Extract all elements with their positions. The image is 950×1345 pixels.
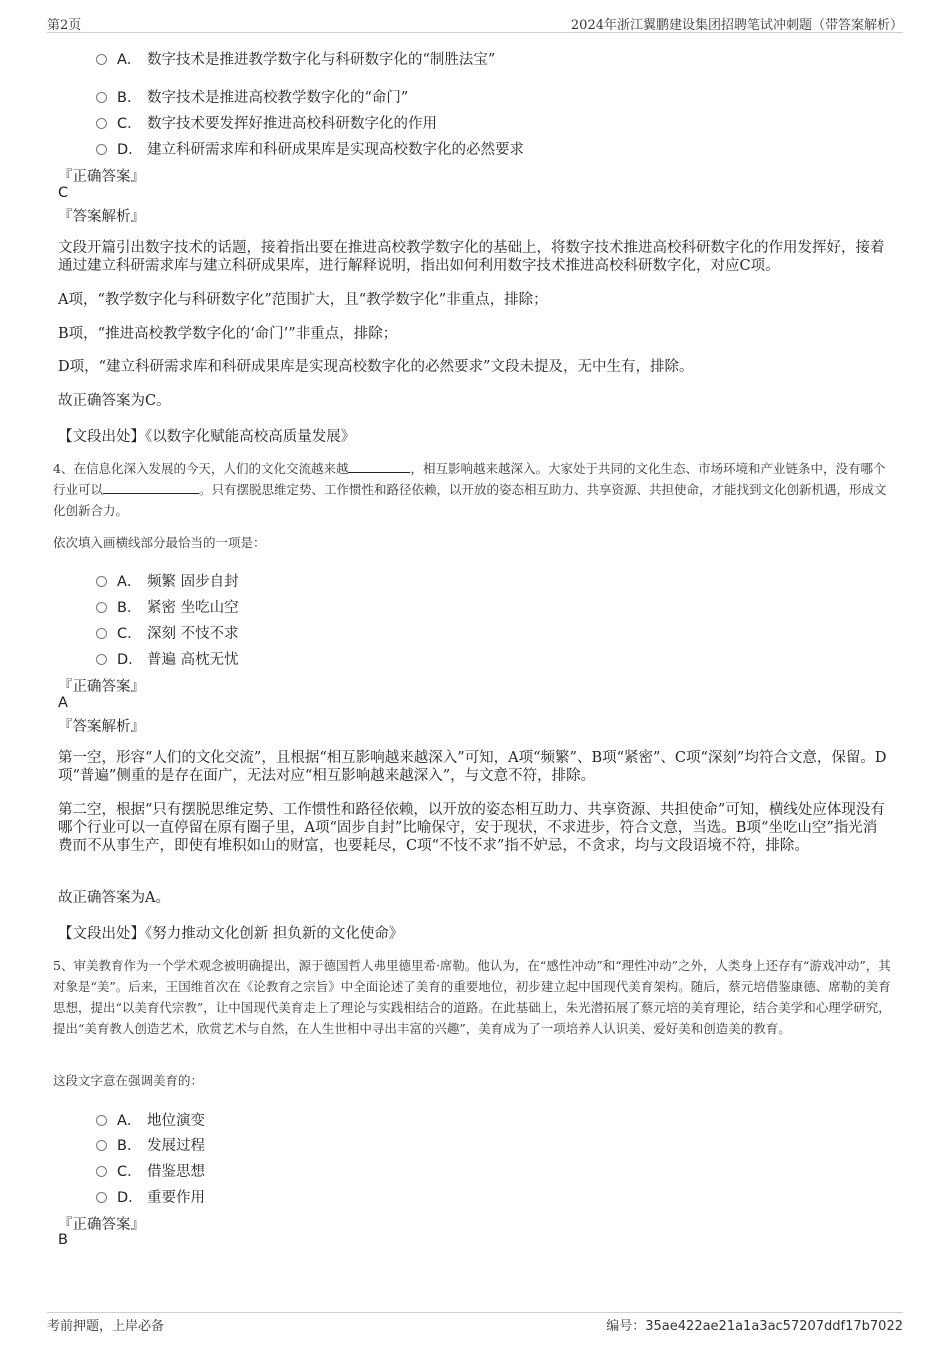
q5-option-d[interactable]: D． 重要作用 [96, 1186, 205, 1207]
fill-blank-2 [103, 493, 199, 494]
radio-icon[interactable] [96, 602, 107, 613]
q4-analysis-para: 第二空，根据“只有摆脱思维定势、工作惯性和路径依赖，以开放的姿态相互助力、共享资源、共担使命”可知，横线处应体现没有哪个行业可以一直停留在原有圈子里，A项“固步自封”比喻保守，安于现状，不求进步，符合文意，当选。B项“坐吃山空”指光消费而不从事生产，即使有堆积如山的财富，也要耗尽，C项“不忮不求”指不妒忌，不贪求，均与文段语境不符，排除。 [58, 802, 885, 854]
radio-icon[interactable] [96, 118, 107, 129]
q3-analysis-para: D项，“建立科研需求库和科研成果库是实现高校数字化的必然要求”文段未提及，无中生有，排除。 [58, 359, 694, 375]
q4-analysis-label: 『答案解析』 [58, 719, 145, 735]
page-footer [47, 1312, 903, 1335]
q3-analysis-para: B项，“推进高校教学数字化的‘命门’”非重点，排除； [58, 326, 398, 342]
q5-answer: B [58, 1232, 68, 1248]
q3-analysis-para: A项，“教学数字化与科研数字化”范围扩大，且“教学数字化”非重点，排除； [58, 292, 548, 308]
q5-answer-label: 『正确答案』 [58, 1217, 145, 1233]
q3-answer-label: 『正确答案』 [58, 169, 145, 185]
radio-icon[interactable] [96, 54, 107, 65]
q3-analysis-label: 『答案解析』 [58, 209, 145, 225]
radio-icon[interactable] [96, 654, 107, 665]
q5-prompt: 这段文字意在强调美育的： [53, 1073, 204, 1088]
q3-option-a[interactable]: A． 数字技术是推进教学数字化与科研数字化的“制胜法宝” [96, 48, 495, 69]
q5-stem: 5、审美教育作为一个学术观念被明确提出，源于德国哲人弗里德里希·席勒。他认为，在“感性冲动”和“理性冲动”之外，人类身上还存有“游戏冲动”，其对象是“美”。后来，王国维首次在《论教育之宗旨》中全面论述了美育的重要地位，初步建立起中国现代美育架构。随后，蔡元培借鉴康德、席勒的美育思想，提出“以美育代宗教”，让中国现代美育走上了理论与实践相结合的道路。在此基础上，朱光潜拓展了蔡元培的美育理论，结合美学和心理学研究，提出“美育教人创造艺术，欣赏艺术与自然，在人生世相中寻出丰富的兴趣”，美育成为了一项培养人认识美、爱好美和创造美的教育。 [53, 958, 891, 1036]
footer-slogan: 考前押题，上岸必备 [47, 1319, 165, 1334]
q5-option-c[interactable]: C． 借鉴思想 [96, 1160, 205, 1181]
page-header [47, 14, 903, 33]
q4-analysis-para: 第一空，形容“人们的文化交流”，且根据“相互影响越来越深入”可知，A项“频繁”、B项“紧密”、C项“深刻”均符合文意，保留。D项“普遍”侧重的是存在面广，无法对应“相互影响越来越深入”，与文意不符，排除。 [58, 750, 887, 784]
q5-option-a[interactable]: A． 地位演变 [96, 1109, 205, 1130]
q5-option-b[interactable]: B． 发展过程 [96, 1134, 205, 1155]
q4-answer: A [58, 695, 68, 711]
q3-option-c[interactable]: C． 数字技术要发挥好推进高校科研数字化的作用 [96, 112, 437, 133]
q4-option-b[interactable]: B． 紧密 坐吃山空 [96, 596, 239, 617]
radio-icon[interactable] [96, 576, 107, 587]
radio-icon[interactable] [96, 1192, 107, 1203]
q4-option-c[interactable]: C． 深刻 不忮不求 [96, 622, 239, 643]
q4-answer-label: 『正确答案』 [58, 679, 145, 695]
q4-source: 【文段出处】《努力推动文化创新 担负新的文化使命》 [58, 926, 404, 942]
footer-code: 编号：35ae422ae21a1a3ac57207ddf17b7022 [606, 1319, 903, 1334]
radio-icon[interactable] [96, 1166, 107, 1177]
q4-stem: 4、在信息化深入发展的今天，人们的文化交流越来越 ，相互影响越来越深入。大家处于共同的文化生态、市场环境和产业链条中，没有哪个行业可以 。只有摆脱思维定势、工作惯性和路径依赖，以开放的姿态相互助力、共享资源、共担使命，才能找到文化创新机遇，形成文化创新合力。 [53, 461, 887, 518]
radio-icon[interactable] [96, 92, 107, 103]
q3-source: 【文段出处】《以数字化赋能高校高质量发展》 [58, 429, 356, 445]
radio-icon[interactable] [96, 1115, 107, 1126]
fill-blank-1 [348, 472, 410, 473]
radio-icon[interactable] [96, 1140, 107, 1151]
q4-option-d[interactable]: D． 普遍 高枕无忧 [96, 648, 239, 669]
q3-analysis-conclusion: 故正确答案为C。 [58, 393, 171, 409]
page-number: 第2页 [47, 18, 82, 33]
radio-icon[interactable] [96, 144, 107, 155]
document-title: 2024年浙江翼鹏建设集团招聘笔试冲刺题（带答案解析） [570, 18, 903, 33]
q4-option-a[interactable]: A． 频繁 固步自封 [96, 570, 239, 591]
q3-analysis-para: 文段开篇引出数字技术的话题，接着指出要在推进高校教学数字化的基础上，将数字技术推进高校科研数字化的作用发挥好，接着通过建立科研需求库与建立科研成果库，进行解释说明，指出如何利用数字技术推进高校科研数字化，对应C项。 [58, 240, 885, 274]
q4-analysis-conclusion: 故正确答案为A。 [58, 890, 170, 906]
q3-option-b[interactable]: B． 数字技术是推进高校教学数字化的“命门” [96, 86, 408, 107]
q4-prompt: 依次填入画横线部分最恰当的一项是： [53, 535, 266, 550]
q3-option-d[interactable]: D． 建立科研需求库和科研成果库是实现高校数字化的必然要求 [96, 138, 524, 159]
q3-answer: C [58, 185, 69, 201]
radio-icon[interactable] [96, 628, 107, 639]
